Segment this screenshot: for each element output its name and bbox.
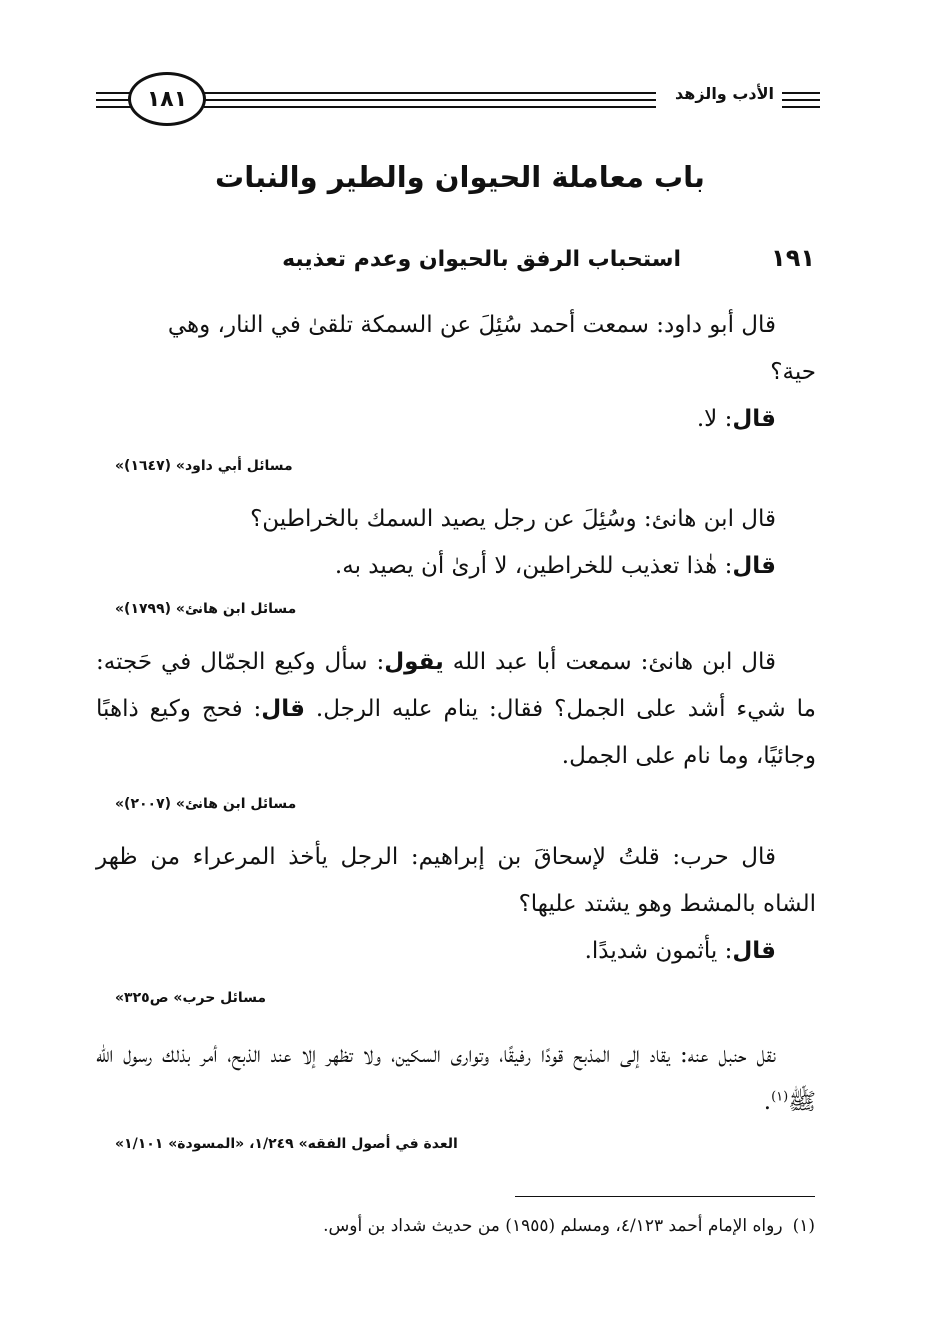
footnote-marker: (١) [792, 1216, 815, 1236]
answer-text: : لا. [696, 406, 733, 432]
text-run: : فحج وكيع ذاهبًا وجائيًا، وما نام على الجمل. [96, 696, 816, 769]
header-rule [96, 99, 132, 101]
entry-ibn-hani-1 [96, 496, 816, 590]
source-citation [115, 458, 835, 474]
footnote-text: رواه الإمام أحمد ٤/١٢٣، ومسلم (١٩٥٥) من حديث شداد بن أوس. [323, 1216, 783, 1236]
header-rule [96, 92, 132, 94]
section-number: ١٩١ [771, 244, 815, 272]
header-rule [96, 106, 132, 108]
answer-line [96, 396, 816, 443]
keyword: يقول [384, 649, 444, 675]
answer-keyword: قال [732, 553, 776, 579]
source-citation [115, 796, 835, 812]
question-line: قال ابن هانئ: وسُئِلَ عن رجل يصيد السمك بالخراطين؟ [250, 506, 776, 532]
entry-harb [96, 834, 816, 975]
answer-text: : هٰذا تعذيب للخراطين، لا أرىٰ أن يصيد به. [334, 553, 733, 579]
question-line: حية؟ [770, 359, 816, 385]
entry-hanbal [96, 1032, 816, 1126]
text-run: نقل حنبل عنه: يقاد إلى المذبح قودًا رفيقًا، وتوارى السكين، ولا تظهر إلا عند الذبح، أمر بذلك رسول الله ﷺ [96, 1042, 816, 1115]
header-rule [204, 106, 656, 108]
text-run: قال ابن هانئ: سمعت أبا عبد الله [443, 649, 777, 675]
footnote-divider [515, 1196, 815, 1197]
source-citation [115, 601, 835, 617]
footnote [115, 1216, 815, 1236]
source-citation [115, 990, 835, 1006]
header-rule [782, 106, 820, 108]
running-title: الأدب والزهد [671, 84, 778, 103]
source-text: «العدة في أصول الفقه» ١/٢٤٩، «المسودة» ١/١٠١ [115, 1136, 458, 1152]
paragraph [96, 1032, 816, 1126]
entry-abu-dawud [96, 302, 816, 443]
header-rule [782, 92, 820, 94]
answer-line [96, 543, 816, 590]
source-text: «مسائل ابن هانئ» (١٧٩٩) [115, 601, 297, 617]
text-run: : سأل وكيع الجمّال في حَجته: ما شيء أشد على الجمل؟ فقال: ينام عليه الرجل. [96, 649, 816, 722]
running-header [96, 68, 820, 128]
section-title: استحباب الرفق بالحيوان وعدم تعذيبه [282, 247, 682, 272]
header-rule [204, 92, 656, 94]
header-rule [782, 99, 820, 101]
source-citation [115, 1136, 835, 1152]
answer-keyword: قال [732, 406, 776, 432]
source-text: «مسائل ابن هانئ» (٢٠٠٧) [115, 796, 297, 812]
entry-ibn-hani-2 [96, 639, 816, 780]
paragraph [96, 639, 816, 780]
answer-text: : يأثمون شديدًا. [584, 938, 733, 964]
source-text: «مسائل أبي داود» (١٦٤٧) [115, 458, 293, 474]
page-number: ١٨١ [128, 72, 206, 126]
footnote-reference[interactable]: (١) [771, 1089, 789, 1105]
text-run: . [763, 1089, 772, 1115]
section-heading [115, 244, 815, 272]
keyword: قال [261, 696, 305, 722]
header-rule [204, 99, 656, 101]
question-line: قال أبو داود: سمعت أحمد سُئِلَ عن السمكة تلقىٰ في النار، وهي [167, 312, 776, 338]
chapter-title: باب معاملة الحيوان والطير والنبات [215, 160, 705, 194]
answer-keyword: قال [732, 938, 776, 964]
answer-line [96, 928, 816, 975]
paragraph: قال حرب: قلتُ لإسحاقَ بن إبراهيم: الرجل يأخذ المرعراء من ظهر الشاه بالمشط وهو يشتد عليها؟ [96, 844, 816, 917]
source-text: «مسائل حرب» ص٣٢٥ [115, 990, 267, 1006]
